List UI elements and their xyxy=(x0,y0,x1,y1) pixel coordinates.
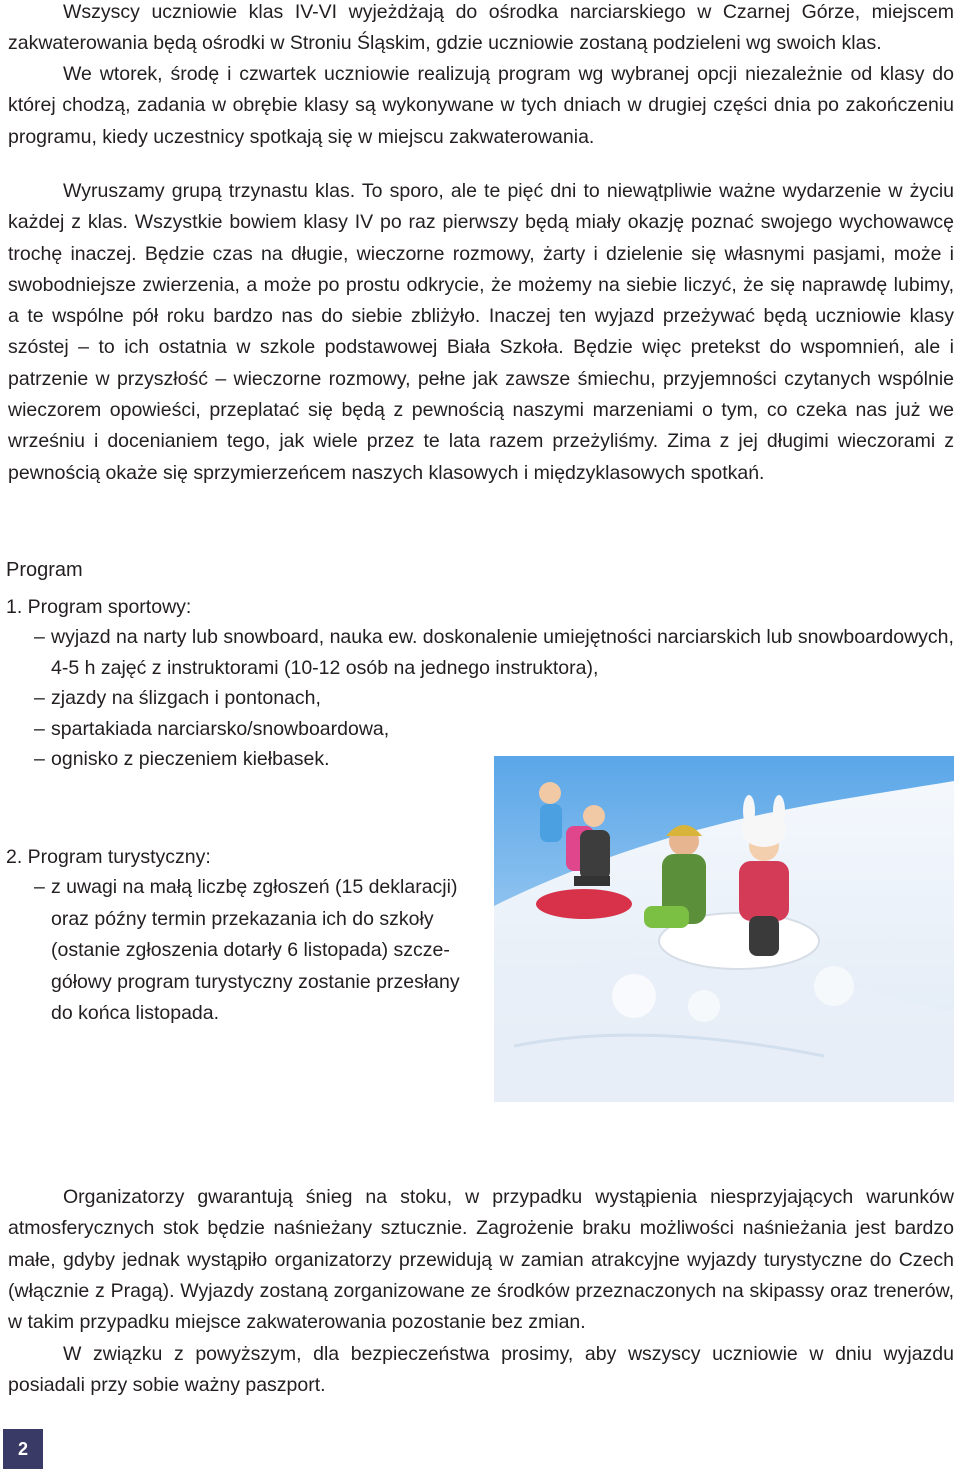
intro-paragraph-1: Wszyscy uczniowie klas IV-VI wyjeżdżają do ośrodka narciarskiego w Czarnej Górze, miejscem zakwaterowania będą ośrodki w Stroniu Śląskim, gdzie uczniowie zostaną podzieleni wg swoich klas. xyxy=(8,1,954,55)
list-item xyxy=(0,683,956,714)
list-item xyxy=(0,622,956,683)
tourism-program-list xyxy=(0,872,470,1030)
intro-paragraph-2: We wtorek, środę i czwartek uczniowie realizują program wg wybranej opcji niezależnie od klasy do której chodzą, zadania w obrębie klasy są wykonywane w tych dniach w drugiej części dnia po zakończeniu programu, kiedy uczestnicy spotkają się w miejscu zakwaterowania. xyxy=(8,63,954,148)
intro-paragraph-3: Wyruszamy grupą trzynastu klas. To sporo, ale te pięć dni to niewątpliwie ważne wydarzenie w życiu każdej z klas. Wszystkie bowiem klasy IV po raz pierwszy będą miały okazję poznać swojego wychowawcę trochę inaczej. Będzie czas na długie, wieczorne rozmowy, żarty i dzielenie się własnymi pasjami, może i swobodniejsze zwierzenia, a może po prostu odkrycie, że możemy na siebie liczyć, że się naprawdę lubimy, a te wspólne pół roku bardzo nas do siebie zbliżyło. Inaczej ten wyjazd przeżywać będą uczniowie klasy szóstej – to ich ostatnia w szkole podstawowej Biała Szkoła. Będzie więc pretekst do wspomnień, ale i patrzenie w przyszłość – wieczorne rozmowy, pełne jak zawsze śmiechu, przyjemności czytanych wspólnie wieczorem opowieści, przeplatać się będą z pewnością naszymi marzeniami o tym, co czeka nas już we wrześniu i docenianiem tego, jak wiele przez te lata razem przeżyliśmy. Zima z jej długimi wieczorami z pewnością okaże się sprzymierzeńcem naszych klasowych i międzyklasowych spotkań. xyxy=(8,180,954,484)
dash-bullet: – xyxy=(34,626,45,648)
sport-program-list xyxy=(0,622,956,775)
closing-paragraph-1: Organizatorzy gwarantują śnieg na stoku, w przypadku wystąpienia niesprzyjających warunków atmosferycznych stok będzie naśnieżany sztucznie. Zagrożenie braku możliwości naśnieżania jest bardzo małe, gdyby jednak wystąpiło organizatorzy przewidują w zamian atrakcyjne wyjazdy turystyczne do Czech (włącznie z Pragą). Wyjazdy zostaną zorganizowane ze środków przeznaczonych na skipassy oraz trenerów, w takim przypadku miejsce zakwaterowania pozostanie bez zmian. xyxy=(8,1186,954,1334)
list-item-text: spartakiada narciarsko/snowboardowa, xyxy=(51,717,390,740)
list-item-text: ognisko z pieczeniem kiełbasek. xyxy=(51,748,330,770)
page-number-badge: 2 xyxy=(3,1429,43,1469)
list-item-text: wyjazd na narty lub snowboard, nauka ew. doskonalenie umiejętności narciarskich lub snowboardowych, 4-5 h zajęć z instruktorami (10-12 osób na jednego instruktora), xyxy=(51,626,954,679)
dash-bullet: – xyxy=(34,717,45,740)
tourism-program-title: 2. Program turystyczny: xyxy=(6,846,211,868)
list-item xyxy=(0,714,956,745)
dash-bullet: – xyxy=(34,748,45,770)
list-item-text: zjazdy na ślizgach i pontonach, xyxy=(51,687,321,709)
list-item-text: z uwagi na małą liczbę zgłoszeń (15 deklaracji) oraz późny termin przekazania ich do szkoły (ostanie zgłoszenia dotarły 6 listopada) szczegółowy program turystyczny zostanie przesłany do końca listopada. xyxy=(51,876,460,1024)
program-heading: Program xyxy=(6,559,83,581)
children-sledding-photo xyxy=(494,756,954,1102)
dash-bullet: – xyxy=(34,687,45,709)
list-item xyxy=(0,872,470,1030)
dash-bullet: – xyxy=(34,876,45,898)
closing-paragraph-2: W związku z powyższym, dla bezpieczeństwa prosimy, aby wszyscy uczniowie w dniu wyjazdu posiadali przy sobie ważny paszport. xyxy=(8,1343,954,1397)
sport-program-title: 1. Program sportowy: xyxy=(6,596,192,618)
